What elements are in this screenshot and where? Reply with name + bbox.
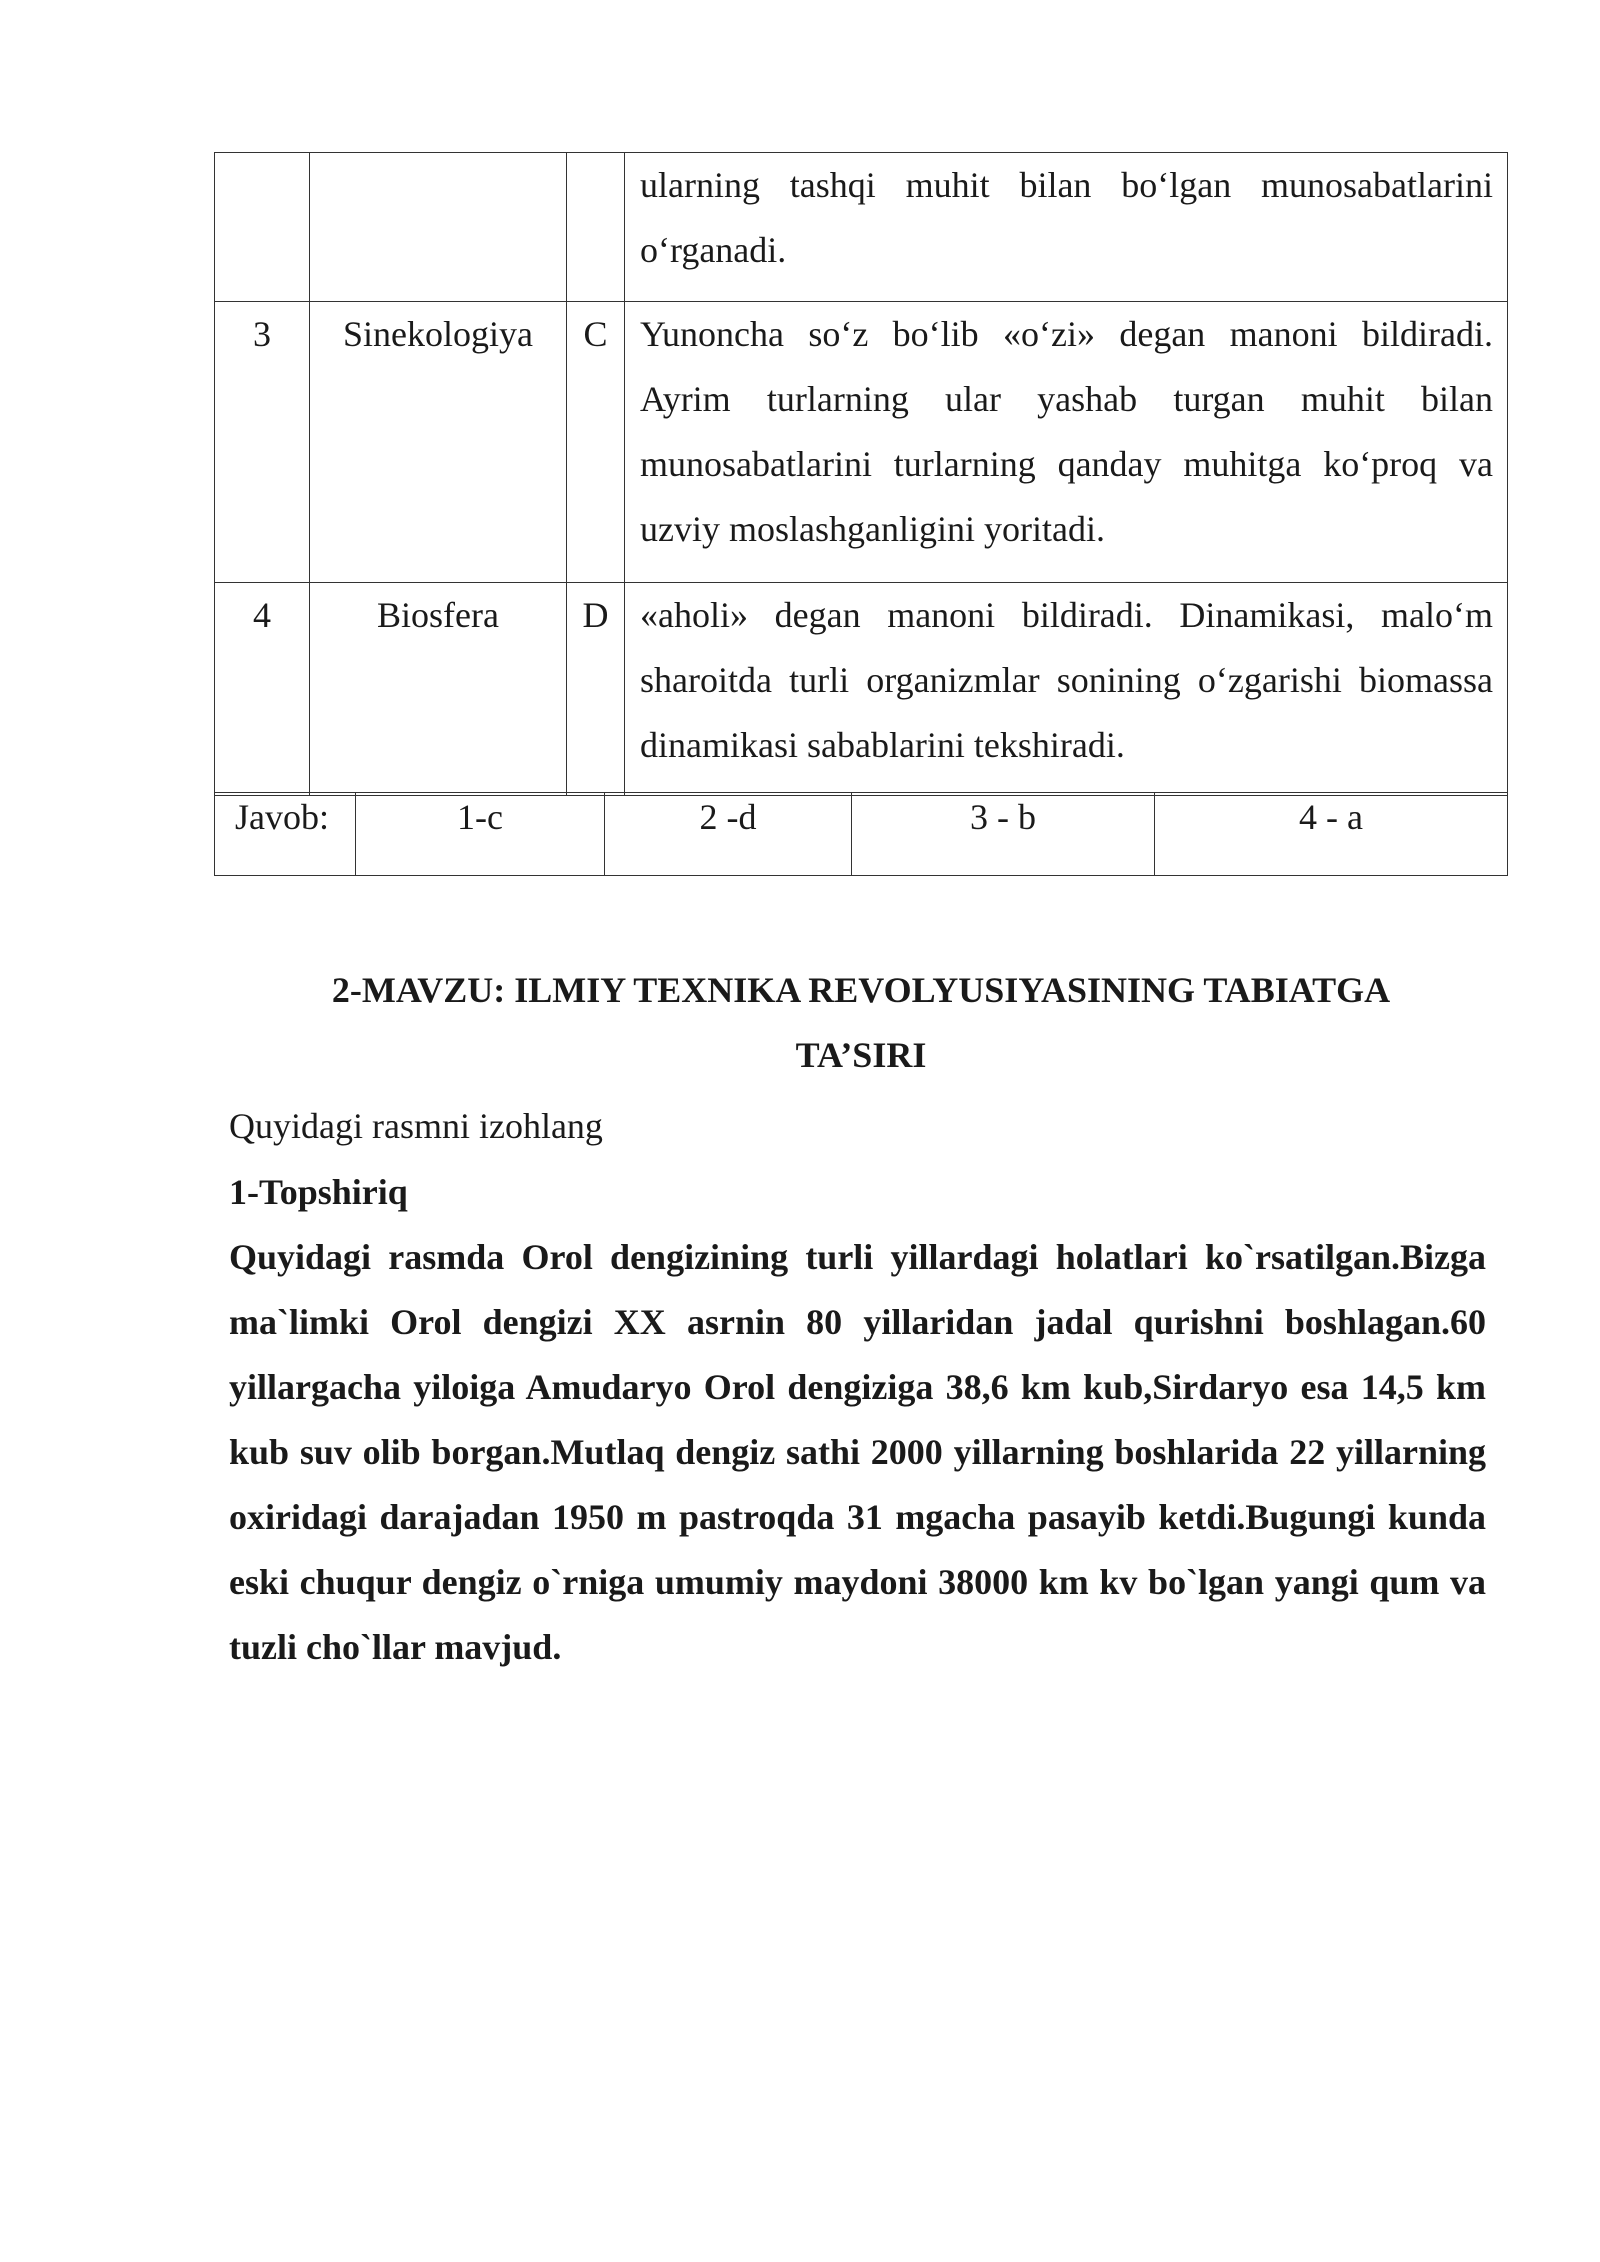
table-row: [215, 583, 1508, 796]
answer-item: 3 - b: [852, 793, 1155, 876]
row-description: [625, 153, 1508, 302]
section-heading-line: TA’SIRI: [795, 1035, 927, 1075]
intro-text: Quyidagi rasmni izohlang: [229, 1106, 603, 1146]
row-term: [310, 153, 567, 302]
table-row: [215, 153, 1508, 302]
row-letter: [567, 153, 625, 302]
answer-table: [214, 792, 1508, 876]
task-title: 1-Topshiriq: [229, 1172, 408, 1212]
row-letter: C: [567, 302, 625, 583]
row-description: [625, 302, 1508, 583]
row-description-text: Yunoncha so‘z bo‘lib «o‘zi» degan manoni bildiradi. Ayrim turlarning ular yashab turgan muhit bilan munosabatlarini turlarning qanday muhitga ko‘proq va uzviy moslashganligini yoritadi.: [640, 314, 1493, 549]
answer-item: 4 - a: [1155, 793, 1508, 876]
task-body: Quyidagi rasmda Orol dengizining turli yillardagi holatlari ko`rsatilgan.Bizga ma`limki Orol dengizi XX asrnin 80 yillaridan jadal qurishni boshlagan.60 yillargacha yiloiga Amudaryo Orol dengiziga 38,6 km kub,Sirdaryo esa 14,5 km kub suv olib borgan.Mutlaq dengiz sathi 2000 yillarning boshlarida 22 yillarning oxiridagi darajadan 1950 m pastroqda 31 mgacha pasayib ketdi.Bugungi kunda eski chuqur dengiz o`rniga umumiy maydoni 38000 km kv bo`lgan yangi qum va tuzli cho`llar mavjud.: [229, 1237, 1486, 1667]
answer-item: 1-c: [356, 793, 605, 876]
row-description-text: «aholi» degan manoni bildiradi. Dinamikasi, malo‘m sharoitda turli organizmlar sonining o‘zgarishi biomassa dinamikasi sabablarini tekshiradi.: [640, 595, 1493, 765]
row-description: [625, 583, 1508, 796]
terms-table: [214, 152, 1508, 796]
row-number: 3: [215, 302, 310, 583]
row-number: 4: [215, 583, 310, 796]
table-row: [215, 302, 1508, 583]
row-term: Biosfera: [310, 583, 567, 796]
section-heading: [214, 958, 1508, 1088]
row-description-text: ularning tashqi muhit bilan bo‘lgan munosabatlarini o‘rganadi.: [640, 165, 1493, 270]
section-heading-line: 2-MAVZU: ILMIY TEXNIKA REVOLYUSIYASINING TABIATGA: [331, 970, 1391, 1010]
row-number: [215, 153, 310, 302]
answer-label: Javob:: [215, 793, 356, 876]
row-letter: D: [567, 583, 625, 796]
answer-item: 2 -d: [605, 793, 852, 876]
row-term: Sinekologiya: [310, 302, 567, 583]
answer-row: [215, 793, 1508, 876]
